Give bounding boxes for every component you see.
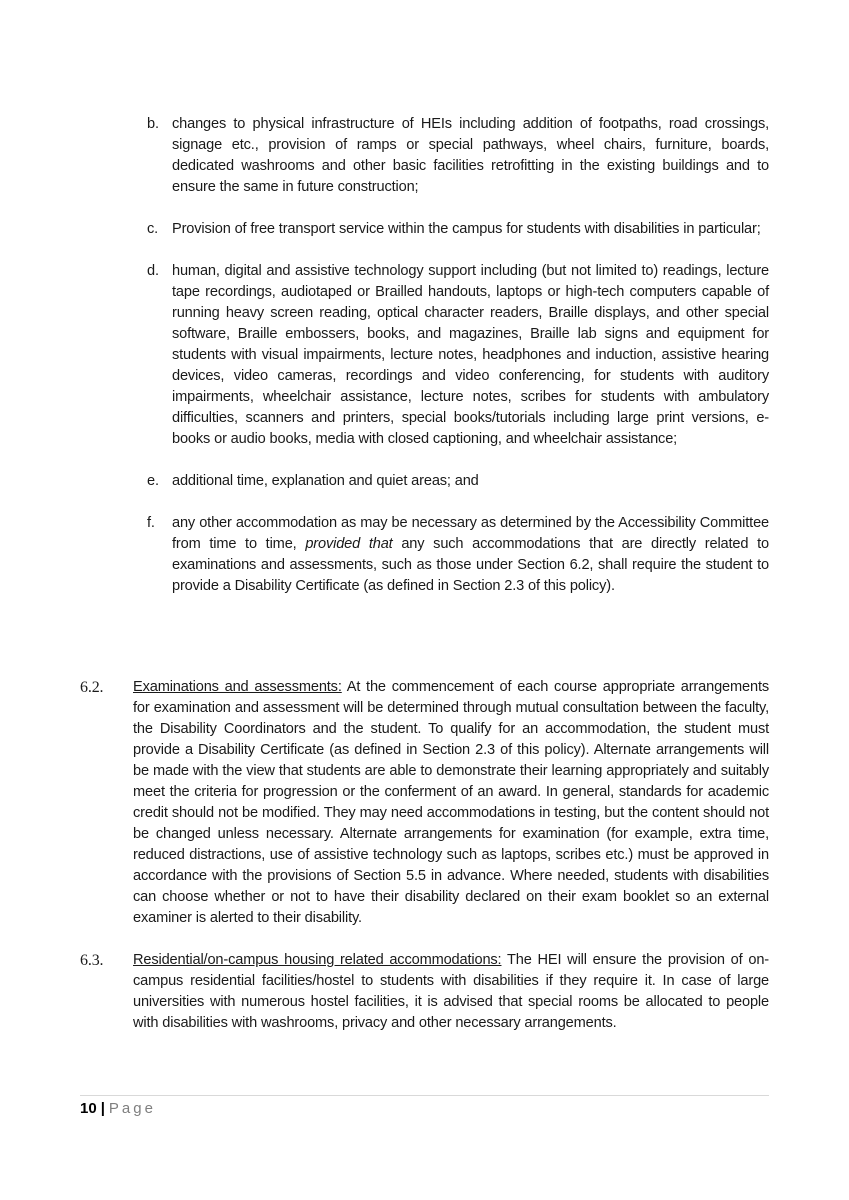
list-marker: e. bbox=[147, 473, 159, 489]
list-marker: f. bbox=[147, 515, 155, 531]
list-item-b bbox=[147, 114, 769, 198]
section-heading: Examinations and assessments: bbox=[133, 679, 342, 695]
accommodation-list bbox=[147, 114, 769, 618]
text-segment: any other accommodation as may be necessary as determined by the Accessibility Committee from time to time, bbox=[172, 515, 769, 552]
section-6-2 bbox=[80, 677, 769, 929]
text-segment: any such accommodations that are directly related to examinations and assessments, such as those under Section 6.2, shall require the student to provide a Disability Certificate (as defined in Section 2.3 of this policy). bbox=[172, 536, 769, 594]
list-marker: d. bbox=[147, 263, 159, 279]
list-item-text bbox=[172, 515, 769, 594]
list-item-f bbox=[147, 513, 769, 597]
section-body: At the commencement of each course appropriate arrangements for examination and assessment will be determined through mutual consultation between the faculty, the Disability Coordinators and the student. To qualify for an accommodation, the student must provide a Disability Certificate (as defined in Section 2.3 of this policy). Alternate arrangements will be made with the view that students are able to demonstrate their learning appropriately and suitably meet the criteria for progression or the conferment of an award. In general, standards for academic credit should not be modified. They may need accommodations in testing, but the content should not be changed unless necessary. Alternate arrangements for examination (for example, extra time, reduced distractions, use of assistive technology such as laptops, scribes etc.) must be approved in accordance with the provisions of Section 5.5 in advance. Where needed, students with disabilities can choose whether or not to have their disability declared on their exam booklet so an external examiner is alerted to their disability. bbox=[133, 679, 769, 926]
section-number: 6.3. bbox=[80, 952, 104, 969]
page-footer bbox=[80, 1099, 156, 1119]
section-heading: Residential/on-campus housing related accommodations: bbox=[133, 952, 502, 968]
footer-separator: | bbox=[100, 1100, 105, 1117]
italic-phrase: provided that bbox=[305, 536, 393, 552]
list-item-e bbox=[147, 471, 769, 492]
list-item-text: human, digital and assistive technology support including (but not limited to) readings, lecture tape recordings, audiotaped or Brailled handouts, laptops or high-tech computers capable of running heavy screen reading, optical character readers, Braille displays, and other special software, Braille embossers, books, and magazines, Braille lab signs and equipment for students with visual impairments, lecture notes, headphones and induction, assistive hearing devices, video cameras, recordings and video conferencing, for students with auditory impairments, wheelchair assistance, lecture notes, scribes for students with ambulatory difficulties, scanners and printers, special books/tutorials including large print versions, e-books or audio books, media with closed captioning, and wheelchair assistance; bbox=[172, 263, 769, 447]
list-item-d bbox=[147, 261, 769, 450]
policy-sections bbox=[80, 677, 769, 1055]
page-label: Page bbox=[108, 1100, 156, 1117]
section-6-3 bbox=[80, 950, 769, 1034]
section-number: 6.2. bbox=[80, 679, 104, 696]
list-marker: c. bbox=[147, 221, 159, 237]
list-item-text: changes to physical infrastructure of HEIs including addition of footpaths, road crossings, signage etc., provision of ramps or special pathways, wheel chairs, furniture, boards, dedicated washrooms and other basic facilities retrofitting in the existing buildings and to ensure the same in future construction; bbox=[172, 116, 769, 195]
list-item-text: additional time, explanation and quiet areas; and bbox=[172, 473, 479, 489]
list-marker: b. bbox=[147, 116, 159, 132]
list-item-text: Provision of free transport service within the campus for students with disabilities in particular; bbox=[172, 221, 761, 237]
section-body: The HEI will ensure the provision of on-campus residential facilities/hostel to students with disabilities if they require it. In case of large universities with numerous hostel facilities, it is advised that special rooms be allocated to people with disabilities with washrooms, privacy and other necessary arrangements. bbox=[133, 952, 769, 1031]
list-item-c bbox=[147, 219, 769, 240]
footer-divider bbox=[80, 1095, 769, 1096]
page-number: 10 bbox=[80, 1100, 97, 1117]
